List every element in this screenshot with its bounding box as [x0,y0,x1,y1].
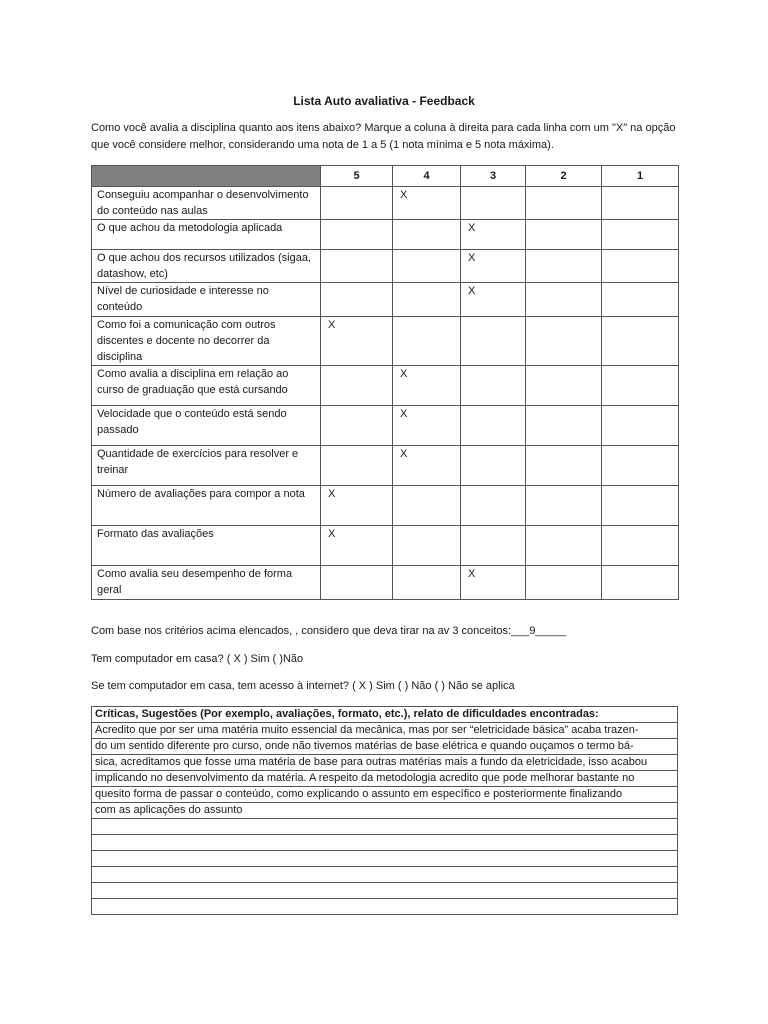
comment-line[interactable]: Acredito que por ser uma matéria muito essencial da mecânica, mas por ser “eletricidade básica” acaba trazen- [92,723,678,739]
comment-line-row [92,787,678,803]
comment-line-row [92,723,678,739]
rating-cell-2[interactable] [526,250,602,283]
rating-cell-3[interactable] [461,187,526,220]
rating-cell-3[interactable] [461,317,526,366]
rating-cell-1[interactable] [602,317,679,366]
instructions-paragraph: Como você avalia a disciplina quanto aos itens abaixo? Marque a coluna à direita para cada linha com um "X" na opção que você considere melhor, considerando uma nota de 1 a 5 (1 nota mínima e 5 nota máxima). [91,122,676,151]
table-header-row [92,166,679,187]
table-row [92,220,679,250]
table-row [92,250,679,283]
rating-cell-2[interactable] [526,366,602,406]
comment-line-row [92,755,678,771]
rating-cell-2[interactable] [526,566,602,600]
comment-line[interactable] [92,883,678,899]
rating-cell-2[interactable] [526,526,602,566]
rating-cell-5[interactable] [321,187,393,220]
rating-cell-4[interactable]: X [393,366,461,406]
rating-cell-1[interactable] [602,366,679,406]
table-row [92,526,679,566]
rating-cell-5[interactable] [321,366,393,406]
rating-cell-4[interactable] [393,283,461,317]
criterion-cell: O que achou dos recursos utilizados (sigaa, datashow, etc) [92,250,321,283]
rating-cell-2[interactable] [526,283,602,317]
column-header-3: 3 [461,166,526,187]
rating-cell-2[interactable] [526,486,602,526]
comment-line-row [92,771,678,787]
rating-cell-3[interactable]: X [461,283,526,317]
comment-line[interactable]: quesito forma de passar o conteúdo, como explicando o assunto em específico e posteriormente finalizando [92,787,678,803]
rating-cell-4[interactable] [393,250,461,283]
rating-cell-1[interactable] [602,250,679,283]
rating-cell-5[interactable]: X [321,526,393,566]
rating-cell-4[interactable] [393,317,461,366]
comment-line[interactable] [92,819,678,835]
table-row [92,317,679,366]
rating-cell-5[interactable]: X [321,317,393,366]
rating-cell-4[interactable] [393,566,461,600]
table-row [92,566,679,600]
internet-question: Se tem computador em casa, tem acesso à internet? ( X ) Sim ( ) Não ( ) Não se aplica [91,680,515,692]
criterion-cell: O que achou da metodologia aplicada [92,220,321,250]
column-header-1: 1 [602,166,679,187]
document-title: Lista Auto avaliativa - Feedback [293,94,475,108]
comments-table [91,706,678,915]
rating-cell-1[interactable] [602,486,679,526]
rating-cell-3[interactable] [461,366,526,406]
rating-cell-2[interactable] [526,446,602,486]
rating-cell-1[interactable] [602,566,679,600]
rating-cell-2[interactable] [526,220,602,250]
criterion-cell: Nível de curiosidade e interesse no conteúdo [92,283,321,317]
rating-cell-5[interactable] [321,446,393,486]
rating-cell-1[interactable] [602,220,679,250]
criterion-cell: Conseguiu acompanhar o desenvolvimento do conteúdo nas aulas [92,187,321,220]
rating-cell-5[interactable] [321,220,393,250]
rating-cell-4[interactable] [393,486,461,526]
evaluation-table [91,165,679,600]
rating-cell-4[interactable]: X [393,446,461,486]
comment-line-row [92,803,678,819]
table-row [92,486,679,526]
comments-header: Críticas, Sugestões (Por exemplo, avaliações, formato, etc.), relato de dificuldades encontradas: [92,707,678,723]
table-row [92,283,679,317]
column-header-5: 5 [321,166,393,187]
comment-line[interactable] [92,835,678,851]
rating-cell-4[interactable]: X [393,187,461,220]
rating-cell-5[interactable]: X [321,486,393,526]
rating-cell-3[interactable]: X [461,220,526,250]
comment-line[interactable] [92,851,678,867]
comment-line-row [92,819,678,835]
comment-line-row [92,851,678,867]
rating-cell-2[interactable] [526,317,602,366]
comment-line[interactable]: implicando no desenvolvimento da matéria. A respeito da metodologia acredito que pode melhorar bastante no [92,771,678,787]
comment-line[interactable]: sica, acreditamos que fosse uma matéria de base para outras matérias mais a fundo da eletricidade, isso acabou [92,755,678,771]
column-header-4: 4 [393,166,461,187]
comments-header-row [92,707,678,723]
rating-cell-3[interactable] [461,526,526,566]
rating-cell-1[interactable] [602,526,679,566]
comment-line[interactable]: com as aplicações do assunto [92,803,678,819]
rating-cell-4[interactable] [393,220,461,250]
comment-line[interactable]: do um sentido diferente pro curso, onde não tivemos matérias de base elétrica e quando ouçamos o termo bá- [92,739,678,755]
rating-cell-3[interactable]: X [461,566,526,600]
rating-cell-5[interactable] [321,250,393,283]
comment-line[interactable] [92,867,678,883]
rating-cell-1[interactable] [602,406,679,446]
comment-line[interactable] [92,899,678,915]
comment-line-row [92,867,678,883]
rating-cell-3[interactable] [461,406,526,446]
rating-cell-3[interactable]: X [461,250,526,283]
rating-cell-1[interactable] [602,446,679,486]
rating-cell-1[interactable] [602,283,679,317]
criterion-cell: Número de avaliações para compor a nota [92,486,321,526]
comment-line-row [92,739,678,755]
column-header-2: 2 [526,166,602,187]
rating-cell-3[interactable] [461,486,526,526]
criterion-cell: Formato das avaliações [92,526,321,566]
criterion-cell: Como avalia a disciplina em relação ao curso de graduação que está cursando [92,366,321,406]
table-row [92,406,679,446]
concept-line: Com base nos critérios acima elencados, , considero que deva tirar na av 3 conceitos:___9_____ [91,625,567,637]
rating-cell-1[interactable] [602,187,679,220]
rating-cell-5[interactable] [321,406,393,446]
comment-line-row [92,883,678,899]
rating-cell-4[interactable] [393,526,461,566]
criterion-cell: Como foi a comunicação com outros discentes e docente no decorrer da disciplina [92,317,321,366]
rating-cell-2[interactable] [526,406,602,446]
rating-cell-4[interactable]: X [393,406,461,446]
rating-cell-2[interactable] [526,187,602,220]
table-row [92,366,679,406]
criterion-cell: Quantidade de exercícios para resolver e treinar [92,446,321,486]
computer-question: Tem computador em casa? ( X ) Sim ( )Não [91,653,304,665]
table-row [92,446,679,486]
criterion-cell: Como avalia seu desempenho de forma geral [92,566,321,600]
comment-line-row [92,835,678,851]
criterion-cell: Velocidade que o conteúdo está sendo passado [92,406,321,446]
comment-line-row [92,899,678,915]
rating-cell-5[interactable] [321,283,393,317]
rating-cell-5[interactable] [321,566,393,600]
criterion-column-header [92,166,321,187]
rating-cell-3[interactable] [461,446,526,486]
table-row [92,187,679,220]
